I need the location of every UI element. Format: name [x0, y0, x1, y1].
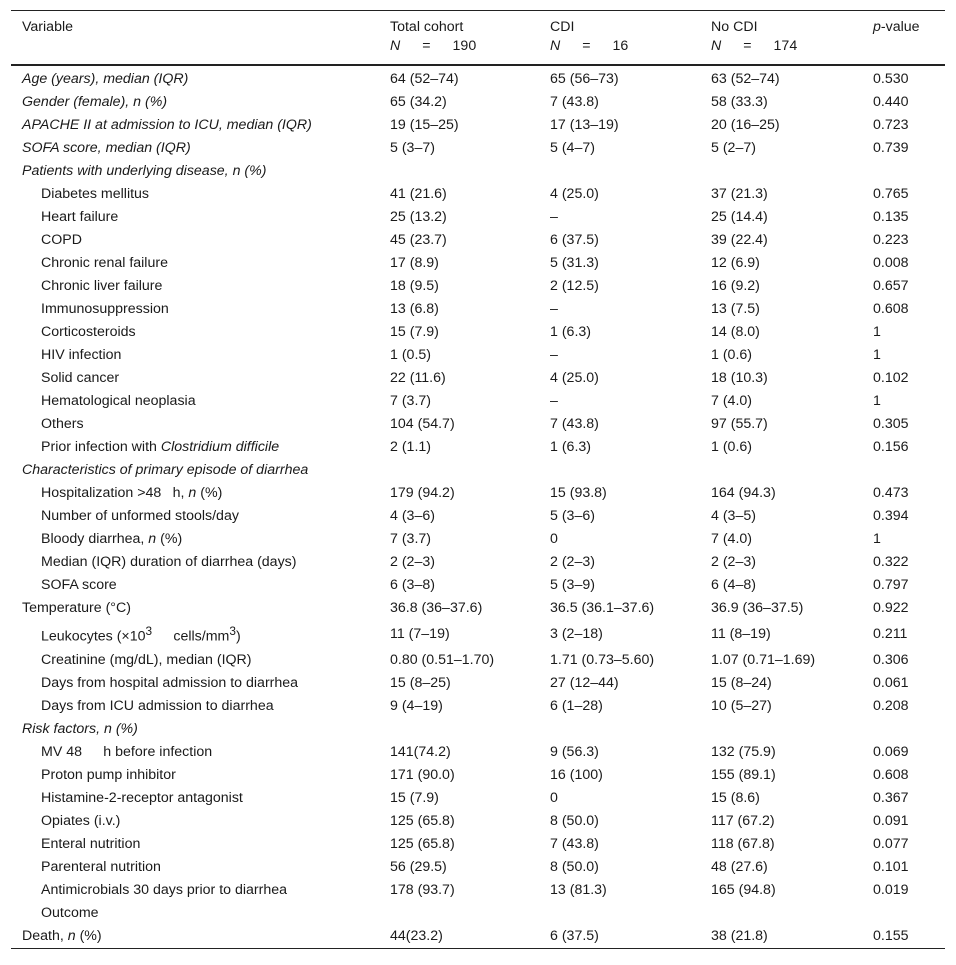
- header-row: [11, 11, 945, 66]
- cdi-cell: 0: [550, 531, 558, 547]
- no-cdi-cell: 13 (7.5): [711, 301, 760, 317]
- p-value-cell: 1: [873, 347, 881, 363]
- table-row: [11, 114, 945, 137]
- table-header: [11, 11, 945, 66]
- total-cohort-cell: 141(74.2): [390, 743, 451, 760]
- total-cohort-cell: 0.80 (0.51–1.70): [390, 651, 495, 668]
- row-label: Antimicrobials 30 days prior to diarrhea: [41, 881, 288, 898]
- p-value-cell: [862, 718, 945, 741]
- total-cohort-cell: 41 (21.6): [390, 186, 447, 202]
- p-value-cell: 0.394: [873, 508, 909, 524]
- no-cdi-cell: 97 (55.7): [711, 416, 768, 432]
- p-value-cell: [862, 459, 945, 482]
- table-row: [11, 160, 945, 183]
- no-cdi-cell: 25 (14.4): [711, 209, 768, 225]
- table-row: [11, 344, 945, 367]
- cdi-cell: 5 (3–9): [550, 577, 595, 593]
- total-cohort-cell: [379, 902, 539, 925]
- cdi-cell: 6 (37.5): [550, 232, 599, 248]
- table-row: [11, 833, 945, 856]
- table-row: [11, 298, 945, 321]
- no-cdi-cell: 10 (5–27): [711, 697, 772, 714]
- row-label: Chronic liver failure: [41, 278, 163, 294]
- no-cdi-cell: 39 (22.4): [711, 232, 768, 248]
- row-label: Diabetes mellitus: [41, 186, 150, 202]
- total-cohort-cell: 171 (90.0): [390, 766, 455, 783]
- cdi-cell: 13 (81.3): [550, 881, 607, 898]
- row-label: Risk factors, n (%): [22, 720, 138, 737]
- cdi-cell: 6 (1–28): [550, 697, 603, 714]
- total-cohort-cell: 7 (3.7): [390, 531, 432, 547]
- p-value-cell: 0.208: [873, 697, 909, 714]
- table-row: [11, 597, 945, 620]
- cdi-cell: [539, 160, 700, 183]
- total-cohort-cell: 1 (0.5): [390, 347, 432, 363]
- p-value-cell: 0.608: [873, 766, 909, 783]
- total-cohort-cell: 15 (7.9): [390, 324, 439, 340]
- no-cdi-cell: 14 (8.0): [711, 324, 760, 340]
- row-label: Heart failure: [41, 209, 119, 225]
- table-row: [11, 413, 945, 436]
- cdi-cell: 7 (43.8): [550, 94, 599, 110]
- cdi-cell: 0: [550, 789, 558, 806]
- p-value-cell: 0.077: [873, 835, 909, 852]
- total-cohort-cell: 2 (2–3): [390, 554, 435, 570]
- table-row: [11, 902, 945, 925]
- cdi-cell: –: [550, 209, 558, 225]
- table-row: [11, 459, 945, 482]
- total-cohort-cell: 11 (7–19): [390, 625, 450, 642]
- p-value-cell: 0.069: [873, 743, 909, 760]
- table-row: [11, 649, 945, 672]
- row-label: Median (IQR) duration of diarrhea (days): [41, 554, 297, 570]
- no-cdi-cell: 1 (0.6): [711, 347, 753, 363]
- table-row: [11, 620, 945, 649]
- total-cohort-cell: 6 (3–8): [390, 577, 435, 593]
- table-row: [11, 275, 945, 298]
- cdi-cell: 5 (3–6): [550, 508, 595, 524]
- row-label: Leukocytes ($\times 10^3$ cells/$mm^3$): [41, 624, 241, 645]
- p-value-cell: 0.473: [873, 485, 909, 501]
- no-cdi-cell: 7 (4.0): [711, 393, 753, 409]
- p-value-cell: 0.797: [873, 577, 909, 593]
- p-value-cell: 0.156: [873, 439, 909, 455]
- no-cdi-cell: 6 (4–8): [711, 577, 756, 593]
- no-cdi-cell: 11 (8–19): [711, 625, 771, 642]
- table-row: [11, 436, 945, 459]
- total-cohort-cell: 44(23.2): [390, 927, 443, 944]
- p-value-cell: 0.723: [873, 117, 909, 133]
- cdi-cell: 7 (43.8): [550, 835, 599, 852]
- cdi-cell: 8 (50.0): [550, 812, 599, 829]
- table-row: [11, 137, 945, 160]
- table-row: [11, 65, 945, 91]
- p-value-cell: 1: [873, 531, 881, 547]
- no-cdi-cell: [700, 902, 862, 925]
- row-label: Days from ICU admission to diarrhea: [41, 697, 274, 714]
- row-label: Gender (female), n (%): [22, 94, 168, 110]
- p-value-cell: 0.223: [873, 232, 909, 248]
- total-cohort-cell: 125 (65.8): [390, 812, 455, 829]
- table-row: [11, 810, 945, 833]
- table-row: [11, 367, 945, 390]
- no-cdi-cell: 36.9 (36–37.5): [711, 600, 804, 616]
- table-row: [11, 321, 945, 344]
- cdi-cell: 27 (12–44): [550, 674, 619, 691]
- cdi-cell: 6 (37.5): [550, 927, 599, 944]
- cdi-cell: 1 (6.3): [550, 324, 592, 340]
- total-cohort-cell: 56 (29.5): [390, 858, 447, 875]
- no-cdi-cell: 117 (67.2): [711, 812, 775, 829]
- total-cohort-cell: 45 (23.7): [390, 232, 447, 248]
- no-cdi-cell: 1.07 (0.71–1.69): [711, 651, 816, 668]
- header-total-cohort: Total cohort N = 190: [390, 19, 477, 54]
- row-label: Solid cancer: [41, 370, 120, 386]
- row-label: Characteristics of primary episode of diarrhea: [22, 462, 309, 478]
- table-row: [11, 482, 945, 505]
- table-row: [11, 206, 945, 229]
- p-value-cell: 0.211: [873, 625, 908, 642]
- cdi-cell: 2 (2–3): [550, 554, 595, 570]
- cdi-cell: 5 (31.3): [550, 255, 599, 271]
- p-value-cell: 1: [873, 393, 881, 409]
- p-value-cell: 0.091: [873, 812, 909, 829]
- table-row: [11, 787, 945, 810]
- no-cdi-cell: 15 (8–24): [711, 674, 772, 691]
- no-cdi-cell: 18 (10.3): [711, 370, 768, 386]
- no-cdi-cell: 37 (21.3): [711, 186, 768, 202]
- cdi-cell: 2 (12.5): [550, 278, 599, 294]
- cdi-cell: –: [550, 301, 558, 317]
- p-value-cell: 0.322: [873, 554, 909, 570]
- header-p-value: p-value: [873, 19, 920, 35]
- cdi-cell: 17 (13–19): [550, 117, 619, 133]
- table-row: [11, 183, 945, 206]
- p-value-cell: 0.155: [873, 927, 909, 944]
- p-value-cell: 0.530: [873, 71, 909, 87]
- row-label: SOFA score, median (IQR): [22, 140, 191, 156]
- row-label: HIV infection: [41, 347, 122, 363]
- row-label: Number of unformed stools/day: [41, 508, 239, 524]
- cdi-cell: 65 (56–73): [550, 71, 619, 87]
- no-cdi-cell: 2 (2–3): [711, 554, 756, 570]
- total-cohort-cell: 2 (1.1): [390, 439, 432, 455]
- total-cohort-cell: 36.8 (36–37.6): [390, 600, 483, 616]
- cdi-cell: 4 (25.0): [550, 370, 599, 386]
- p-value-cell: 0.657: [873, 278, 909, 294]
- table-row: [11, 91, 945, 114]
- cdi-cell: 3 (2–18): [550, 625, 603, 642]
- total-cohort-cell: [379, 718, 539, 741]
- row-label: Immunosuppression: [41, 301, 169, 317]
- no-cdi-cell: 63 (52–74): [711, 71, 780, 87]
- no-cdi-cell: 165 (94.8): [711, 881, 776, 898]
- p-value-cell: 0.922: [873, 600, 909, 616]
- total-cohort-cell: 25 (13.2): [390, 209, 447, 225]
- row-label: Corticosteroids: [41, 324, 136, 340]
- no-cdi-cell: 155 (89.1): [711, 766, 776, 783]
- table-row: [11, 879, 945, 902]
- cdi-cell: 16 (100): [550, 766, 603, 783]
- row-label: Age (years), median (IQR): [22, 71, 189, 87]
- row-label: Death, n (%): [22, 927, 102, 944]
- row-label: Chronic renal failure: [41, 255, 168, 271]
- table-row: [11, 574, 945, 597]
- table-row: [11, 925, 945, 949]
- row-label: Bloody diarrhea, n (%): [41, 531, 183, 547]
- total-cohort-cell: 9 (4–19): [390, 697, 443, 714]
- no-cdi-cell: 1 (0.6): [711, 439, 753, 455]
- row-label: Patients with underlying disease, n (%): [22, 163, 267, 179]
- table-row: [11, 741, 945, 764]
- cdi-cell: –: [550, 347, 558, 363]
- header-variable: Variable: [22, 19, 73, 35]
- total-cohort-cell: 7 (3.7): [390, 393, 432, 409]
- cdi-cell: 1.71 (0.73–5.60): [550, 651, 655, 668]
- no-cdi-cell: 164 (94.3): [711, 485, 776, 501]
- no-cdi-cell: 16 (9.2): [711, 278, 760, 294]
- table-row: [11, 856, 945, 879]
- no-cdi-cell: 38 (21.8): [711, 927, 768, 944]
- cdi-cell: 36.5 (36.1–37.6): [550, 600, 655, 616]
- row-label: Histamine-2-receptor antagonist: [41, 789, 243, 806]
- cdi-cell: [539, 459, 700, 482]
- p-value-cell: 0.440: [873, 94, 909, 110]
- row-label: Proton pump inhibitor: [41, 766, 176, 783]
- row-label: Others: [41, 416, 84, 432]
- p-value-cell: 0.101: [873, 858, 909, 875]
- no-cdi-cell: 4 (3–5): [711, 508, 756, 524]
- p-value-cell: 0.061: [873, 674, 909, 691]
- table-row: [11, 252, 945, 275]
- p-value-cell: 0.008: [873, 255, 909, 271]
- cdi-cell: 8 (50.0): [550, 858, 599, 875]
- no-cdi-cell: 7 (4.0): [711, 531, 753, 547]
- cdi-cell: 15 (93.8): [550, 485, 607, 501]
- total-cohort-cell: 22 (11.6): [390, 370, 446, 386]
- table-row: [11, 764, 945, 787]
- p-value-cell: 0.305: [873, 416, 909, 432]
- row-label: Hospitalization >48 h, n (%): [41, 485, 223, 501]
- total-cohort-cell: 13 (6.8): [390, 301, 439, 317]
- total-cohort-cell: 64 (52–74): [390, 71, 459, 87]
- cdi-cell: 5 (4–7): [550, 140, 595, 156]
- cdi-cell: 1 (6.3): [550, 439, 592, 455]
- no-cdi-cell: 48 (27.6): [711, 858, 768, 875]
- total-cohort-cell: 4 (3–6): [390, 508, 435, 524]
- total-cohort-cell: 19 (15–25): [390, 117, 459, 133]
- table-row: [11, 528, 945, 551]
- row-label: Enteral nutrition: [41, 835, 141, 852]
- header-cdi: CDI N = 16: [550, 19, 629, 54]
- p-value-cell: 0.765: [873, 186, 909, 202]
- p-value-cell: 0.608: [873, 301, 909, 317]
- total-cohort-cell: [379, 160, 539, 183]
- cohort-characteristics-table: [11, 10, 945, 949]
- cdi-cell: 9 (56.3): [550, 743, 599, 760]
- p-value-cell: [862, 902, 945, 925]
- p-value-cell: 0.739: [873, 140, 909, 156]
- row-label: Days from hospital admission to diarrhea: [41, 674, 299, 691]
- p-value-cell: 0.367: [873, 789, 909, 806]
- table-row: [11, 229, 945, 252]
- cdi-cell: –: [550, 393, 558, 409]
- header-no-cdi: No CDI N = 174: [711, 19, 798, 54]
- table-row: [11, 551, 945, 574]
- cdi-cell: 4 (25.0): [550, 186, 599, 202]
- total-cohort-cell: 15 (8–25): [390, 674, 451, 691]
- row-label: Opiates (i.v.): [41, 812, 121, 829]
- row-label: COPD: [41, 232, 82, 248]
- row-label: Outcome: [41, 904, 99, 921]
- no-cdi-cell: [700, 160, 862, 183]
- no-cdi-cell: [700, 718, 862, 741]
- total-cohort-cell: 178 (93.7): [390, 881, 455, 898]
- total-cohort-cell: 125 (65.8): [390, 835, 455, 852]
- row-label: MV 48 h before infection: [41, 743, 213, 760]
- table-row: [11, 505, 945, 528]
- p-value-cell: 0.135: [873, 209, 909, 225]
- p-value-cell: 0.306: [873, 651, 909, 668]
- total-cohort-cell: 5 (3–7): [390, 140, 435, 156]
- p-value-cell: [862, 160, 945, 183]
- cdi-cell: 7 (43.8): [550, 416, 599, 432]
- no-cdi-cell: 20 (16–25): [711, 117, 780, 133]
- row-label: Prior infection with Clostridium difficile: [41, 439, 280, 455]
- no-cdi-cell: 5 (2–7): [711, 140, 756, 156]
- p-value-cell: 1: [873, 324, 881, 340]
- no-cdi-cell: 118 (67.8): [711, 835, 775, 852]
- total-cohort-cell: 18 (9.5): [390, 278, 439, 294]
- no-cdi-cell: 132 (75.9): [711, 743, 776, 760]
- no-cdi-cell: 12 (6.9): [711, 255, 760, 271]
- p-value-cell: 0.019: [873, 881, 909, 898]
- row-label: Creatinine (mg/dL), median (IQR): [41, 651, 252, 668]
- no-cdi-cell: [700, 459, 862, 482]
- table-row: [11, 695, 945, 718]
- row-label: SOFA score: [41, 577, 117, 593]
- total-cohort-cell: [379, 459, 539, 482]
- cdi-cell: [539, 718, 700, 741]
- total-cohort-cell: 104 (54.7): [390, 416, 455, 432]
- table-row: [11, 672, 945, 695]
- no-cdi-cell: 58 (33.3): [711, 94, 768, 110]
- table-body: [11, 65, 945, 948]
- total-cohort-cell: 179 (94.2): [390, 485, 455, 501]
- table-container: [11, 10, 945, 949]
- no-cdi-cell: 15 (8.6): [711, 789, 760, 806]
- row-label: Hematological neoplasia: [41, 393, 196, 409]
- cdi-cell: [539, 902, 700, 925]
- table-row: [11, 390, 945, 413]
- total-cohort-cell: 17 (8.9): [390, 255, 439, 271]
- total-cohort-cell: 15 (7.9): [390, 789, 439, 806]
- row-label: APACHE II at admission to ICU, median (IQR): [22, 117, 312, 133]
- p-value-cell: 0.102: [873, 370, 909, 386]
- row-label: Temperature (°C): [22, 600, 131, 616]
- row-label: Parenteral nutrition: [41, 858, 161, 875]
- table-row: [11, 718, 945, 741]
- total-cohort-cell: 65 (34.2): [390, 94, 447, 110]
